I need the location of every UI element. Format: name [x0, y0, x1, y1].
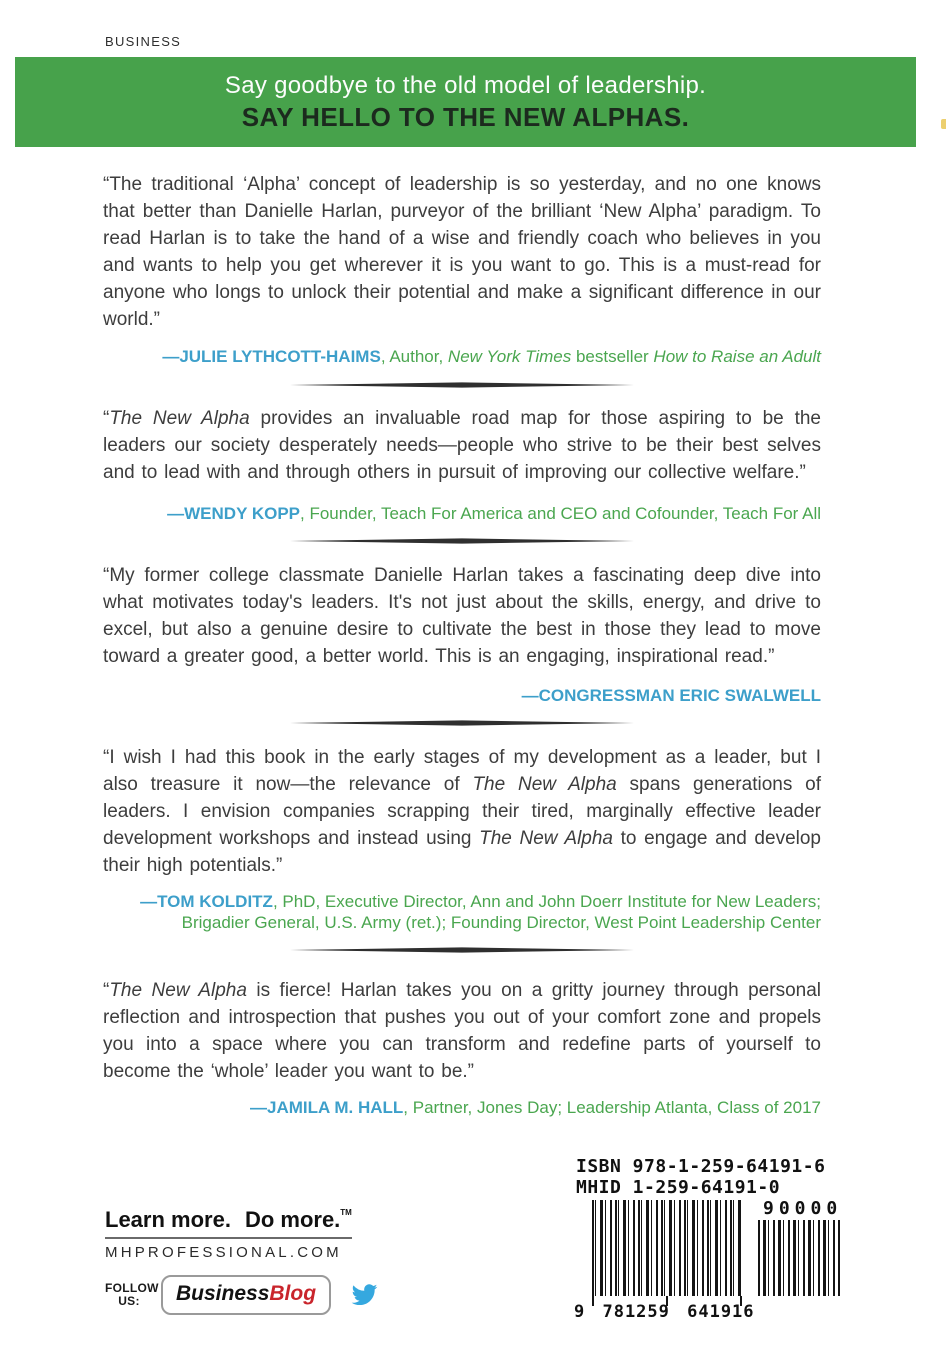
- attribution-name-3: —CONGRESSMAN ERIC SWALWELL: [521, 686, 821, 705]
- quote-text-3: “My former college classmate Danielle Harlan takes a fascinating deep dive into what motivates today's leaders. It's not just about the skills, energy, and drive to excel, but also a genuine desire to cultivate the best in those they lead to move toward a greater good, a better world. This is an engaging, inspirational read.”: [103, 565, 821, 667]
- attribution-name-4: —TOM KOLDITZ: [140, 892, 273, 911]
- quote-attribution-5: [103, 1097, 821, 1118]
- category-label: BUSINESS: [105, 34, 182, 49]
- attribution-role-5: , Partner, Jones Day; Leadership Atlanta, Class of 2017: [403, 1098, 821, 1117]
- page-edge-artifact: [941, 119, 946, 129]
- quote-text-2: “The New Alpha provides an invaluable road map for those aspiring to be the leaders our society desperately needs—people who strive to be their best selves and to lead with and through others in pursuit of improving our collective welfare.”: [103, 408, 821, 483]
- divider-rule-icon: [290, 382, 634, 388]
- quote-attribution-1: [103, 346, 821, 367]
- publisher-website: MHPROFESSIONAL.COM: [105, 1244, 342, 1261]
- social-row: [105, 1275, 355, 1315]
- tagline-part-2: Do more.: [244, 1207, 341, 1232]
- section-divider: [103, 382, 821, 388]
- attribution-role-4: , PhD, Executive Director, Ann and John Doerr Institute for New Leaders; Brigadier General, U.S. Army (ret.); Founding Director, West Point Leadership Center: [181, 892, 821, 932]
- businessblog-logo-business: Business: [176, 1282, 270, 1305]
- barcode-ean-number: 9 781259 641916: [574, 1302, 755, 1322]
- section-divider: [103, 720, 821, 726]
- barcode-price-code: 90000: [763, 1198, 843, 1219]
- section-divider: [103, 947, 821, 953]
- twitter-bird-icon: [348, 1281, 381, 1309]
- quote-attribution-2: [103, 503, 821, 524]
- quote-text-5: “The New Alpha is fierce! Harlan takes you on a gritty journey through personal reflection and introspection that pushes you out of your comfort zone and propels you into a space where you can transform and redefine parts of yourself to become the ‘whole’ leader you want to be.”: [103, 980, 821, 1082]
- barcode-bars-supplement: [758, 1220, 840, 1296]
- quote-attribution-4: [103, 891, 821, 933]
- trademark-symbol: TM: [340, 1208, 352, 1217]
- publisher-tagline: [105, 1207, 355, 1233]
- isbn-number: ISBN 978-1-259-64191-6: [576, 1156, 826, 1177]
- attribution-name-2: —WENDY KOPP: [167, 504, 300, 523]
- divider-rule-icon: [290, 947, 634, 953]
- mhid-number: MHID 1-259-64191-0: [576, 1177, 781, 1198]
- section-divider: [103, 538, 821, 544]
- divider-rule-icon: [290, 538, 634, 544]
- quote-attribution-3: [103, 685, 821, 706]
- quote-text-4: “I wish I had this book in the early stages of my development as a leader, but I also treasure it now—the relevance of The New Alpha spans generations of leaders. I envision companies scrapping their tired, marginally effective leader development workshops and instead using The New Alpha to engage and develop their high potentials.”: [103, 747, 821, 876]
- divider-rule-icon: [290, 720, 634, 726]
- barcode-bars-main: [592, 1200, 742, 1296]
- barcode-block: [560, 1156, 852, 1326]
- quote-text-1: “The traditional ‘Alpha’ concept of leadership is so yesterday, and no one knows that better than Danielle Harlan, purveyor of the brilliant ‘New Alpha’ paradigm. To read Harlan is to take the hand of a wise and friendly coach who believes in you and wants to help you get wherever it is you want to go. This is a must-read for anyone who longs to unlock their potential and make a significant difference in our world.”: [103, 174, 821, 330]
- twitter-icon[interactable]: [348, 1281, 381, 1309]
- attribution-name-1: —JULIE LYTHCOTT-HAIMS: [162, 347, 381, 366]
- follow-us-label: FOLLOW US:: [105, 1281, 159, 1308]
- banner-tagline: Say goodbye to the old model of leadership.: [224, 72, 707, 99]
- publisher-rule: [105, 1237, 352, 1239]
- attribution-role-2: , Founder, Teach For America and CEO and Cofounder, Teach For All: [300, 504, 821, 523]
- publisher-block: [105, 1207, 355, 1315]
- endorsements-column: [103, 166, 821, 1118]
- attribution-name-5: —JAMILA M. HALL: [249, 1098, 404, 1117]
- businessblog-logo-blog: Blog: [269, 1282, 317, 1305]
- headline-banner: [15, 57, 916, 147]
- businessblog-logo[interactable]: [161, 1275, 331, 1315]
- tagline-part-1: Learn more.: [105, 1207, 231, 1232]
- banner-headline: SAY HELLO TO THE NEW ALPHAS.: [241, 102, 690, 132]
- attribution-role-1: , Author, New York Times bestseller How to Raise an Adult: [380, 347, 821, 366]
